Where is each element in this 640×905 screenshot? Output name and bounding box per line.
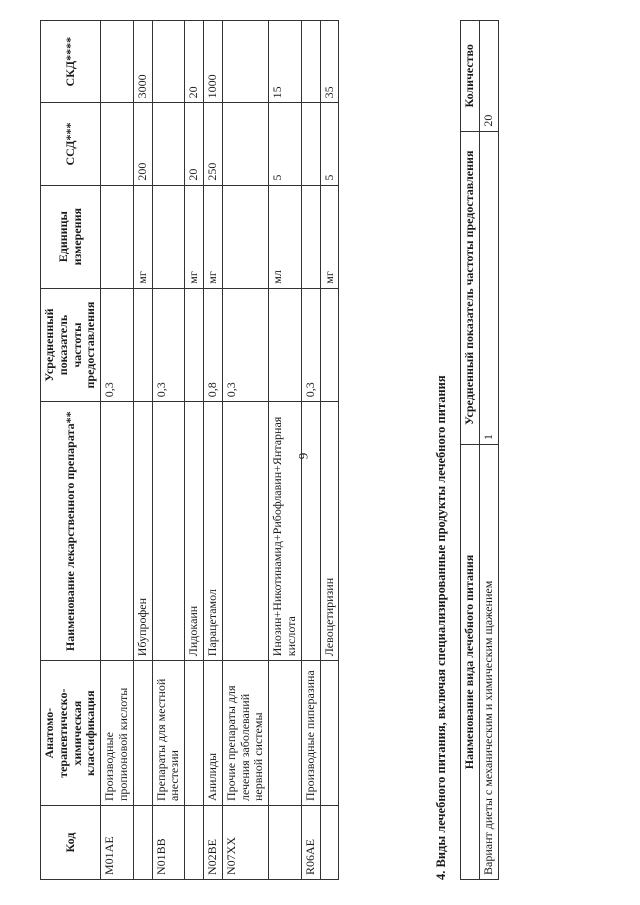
nutrition-cell-name: Вариант диеты с механическим и химическим щажением bbox=[479, 444, 498, 879]
cell-drug-name bbox=[222, 402, 268, 661]
table-row bbox=[269, 21, 302, 880]
cell-skd bbox=[101, 21, 134, 103]
cell-classification: Производные пропионовой кислоты bbox=[101, 661, 134, 806]
table-row bbox=[479, 21, 498, 880]
table-row bbox=[133, 21, 152, 880]
cell-unit bbox=[152, 185, 185, 288]
nutrition-header-name: Наименование вида лечебного питания bbox=[461, 444, 480, 879]
cell-classification bbox=[133, 661, 152, 806]
nutrition-header-quantity: Количество bbox=[461, 21, 480, 132]
cell-frequency bbox=[269, 288, 302, 402]
cell-ssd: 250 bbox=[203, 103, 222, 185]
cell-drug-name: Парацетамол bbox=[203, 402, 222, 661]
cell-frequency: 0,3 bbox=[301, 288, 320, 402]
nutrition-header-row bbox=[461, 21, 480, 880]
cell-classification: Анилиды bbox=[203, 661, 222, 806]
cell-ssd bbox=[222, 103, 268, 185]
cell-skd: 1000 bbox=[203, 21, 222, 103]
cell-drug-name: Левоцетиризин bbox=[320, 402, 339, 661]
cell-skd: 15 bbox=[269, 21, 302, 103]
cell-code: N01BB bbox=[152, 806, 185, 880]
drug-table-header-row bbox=[41, 21, 101, 880]
cell-classification: Препараты для местной анестезии bbox=[152, 661, 185, 806]
table-row bbox=[101, 21, 134, 880]
cell-code bbox=[133, 806, 152, 880]
cell-ssd: 200 bbox=[133, 103, 152, 185]
cell-unit: мл bbox=[269, 185, 302, 288]
cell-drug-name: Ибупрофен bbox=[133, 402, 152, 661]
cell-frequency bbox=[185, 288, 204, 402]
cell-code bbox=[185, 806, 204, 880]
header-frequency: Усредненный показатель частоты предоставления bbox=[41, 288, 101, 402]
cell-ssd bbox=[101, 103, 134, 185]
cell-drug-name: Лидокаин bbox=[185, 402, 204, 661]
cell-ssd: 5 bbox=[320, 103, 339, 185]
cell-code bbox=[320, 806, 339, 880]
cell-skd bbox=[222, 21, 268, 103]
cell-classification: Прочие препараты для лечения заболеваний нервной системы bbox=[222, 661, 268, 806]
cell-code bbox=[269, 806, 302, 880]
table-row bbox=[301, 21, 320, 880]
page-number: 9 bbox=[295, 452, 311, 460]
cell-ssd bbox=[152, 103, 185, 185]
cell-code: R06AE bbox=[301, 806, 320, 880]
cell-ssd bbox=[301, 103, 320, 185]
nutrition-section-title: 4. Виды лечебного питания, включая специализированные продукты лечебного питания bbox=[434, 375, 448, 880]
drug-table-body bbox=[101, 21, 339, 880]
cell-code: N07XX bbox=[222, 806, 268, 880]
cell-drug-name: Инозин+Никотинамид+Рибофлавин+Янтарная кислота bbox=[269, 402, 302, 661]
cell-skd bbox=[301, 21, 320, 103]
header-drug-name: Наименование лекарственного препарата** bbox=[41, 402, 101, 661]
cell-classification bbox=[320, 661, 339, 806]
cell-unit: мг bbox=[320, 185, 339, 288]
table-row bbox=[185, 21, 204, 880]
cell-frequency: 0,3 bbox=[222, 288, 268, 402]
cell-frequency bbox=[320, 288, 339, 402]
cell-drug-name bbox=[152, 402, 185, 661]
nutrition-cell-frequency: 1 bbox=[479, 131, 498, 444]
cell-skd: 35 bbox=[320, 21, 339, 103]
cell-unit bbox=[222, 185, 268, 288]
cell-drug-name bbox=[101, 402, 134, 661]
cell-skd: 20 bbox=[185, 21, 204, 103]
cell-ssd: 20 bbox=[185, 103, 204, 185]
nutrition-cell-quantity: 20 bbox=[479, 21, 498, 132]
header-skd: СКД**** bbox=[41, 21, 101, 103]
cell-frequency: 0,8 bbox=[203, 288, 222, 402]
cell-drug-name bbox=[301, 402, 320, 661]
table-row bbox=[152, 21, 185, 880]
cell-unit: мг bbox=[133, 185, 152, 288]
drug-table bbox=[40, 20, 339, 880]
header-ssd: ССД*** bbox=[41, 103, 101, 185]
cell-skd bbox=[152, 21, 185, 103]
header-code: Код bbox=[41, 806, 101, 880]
cell-ssd: 5 bbox=[269, 103, 302, 185]
cell-unit: мг bbox=[203, 185, 222, 288]
table-row bbox=[222, 21, 268, 880]
table-row bbox=[320, 21, 339, 880]
nutrition-table-body bbox=[479, 21, 498, 880]
cell-skd: 3000 bbox=[133, 21, 152, 103]
cell-code: M01AE bbox=[101, 806, 134, 880]
cell-classification: Производные пиперазина bbox=[301, 661, 320, 806]
cell-frequency: 0,3 bbox=[152, 288, 185, 402]
rotated-page-content bbox=[40, 20, 620, 880]
nutrition-table bbox=[460, 20, 499, 880]
cell-classification bbox=[269, 661, 302, 806]
cell-classification bbox=[185, 661, 204, 806]
cell-unit: мг bbox=[185, 185, 204, 288]
cell-code: N02BE bbox=[203, 806, 222, 880]
table-row bbox=[203, 21, 222, 880]
cell-frequency: 0,3 bbox=[101, 288, 134, 402]
cell-unit bbox=[301, 185, 320, 288]
nutrition-header-frequency: Усредненный показатель частоты предоставления bbox=[461, 131, 480, 444]
header-classification: Анатомо-терапевтическо-химическая классификация bbox=[41, 661, 101, 806]
header-unit: Единицы измерения bbox=[41, 185, 101, 288]
cell-frequency bbox=[133, 288, 152, 402]
cell-unit bbox=[101, 185, 134, 288]
